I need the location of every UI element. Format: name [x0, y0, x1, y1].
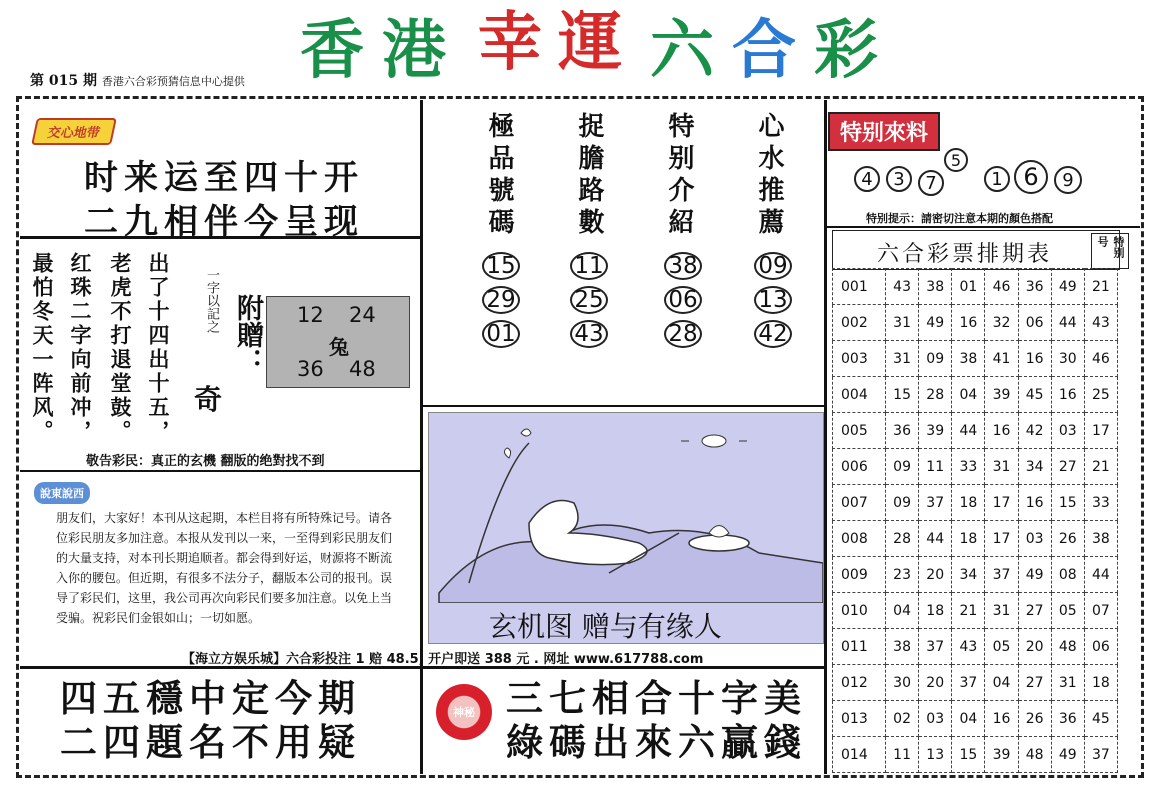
special-number: 7: [918, 170, 944, 196]
number-cell: 48: [1018, 737, 1051, 773]
special-number: 4: [854, 166, 880, 192]
number-cell: 20: [1018, 629, 1051, 665]
table-row: [833, 305, 1118, 341]
page-title: [300, 5, 900, 92]
number-cell: 34: [1018, 449, 1051, 485]
divider-h4: [423, 405, 824, 407]
pick-number: 11: [570, 252, 608, 280]
period-cell: 008: [833, 521, 886, 557]
special-cell: 25: [1084, 377, 1117, 413]
number-cell: 28: [886, 521, 919, 557]
number-cell: 03: [1051, 413, 1084, 449]
gift-label: 附贈：: [232, 294, 263, 375]
ad-banner: 【海立方娱乐城】六合彩投注 1 赔 48.5, 开户即送 388 元 . 网址 www.617788.com: [182, 652, 704, 667]
pick-number: 43: [570, 320, 608, 348]
number-cell: 44: [952, 413, 985, 449]
table-row: [833, 701, 1118, 737]
number-cell: 28: [919, 377, 952, 413]
number-cell: 20: [919, 557, 952, 593]
gift-number: 12: [297, 303, 324, 327]
special-cell: 33: [1084, 485, 1117, 521]
riddle-col-3: 红珠二字向前冲，: [68, 252, 93, 444]
brand-logo: [436, 684, 492, 740]
number-cell: 13: [919, 737, 952, 773]
special-cell: 18: [1084, 665, 1117, 701]
badge-heart-zone: 交心地带: [31, 118, 117, 145]
number-cell: 26: [1051, 521, 1084, 557]
number-cell: 16: [985, 413, 1018, 449]
period-cell: 013: [833, 701, 886, 737]
number-cell: 04: [886, 593, 919, 629]
number-cell: 15: [1051, 485, 1084, 521]
pick-number: 13: [754, 286, 792, 314]
issue-header: [30, 70, 245, 90]
number-cell: 36: [886, 413, 919, 449]
table-row: [833, 341, 1118, 377]
special-number: 9: [1054, 166, 1082, 194]
number-cell: 04: [985, 665, 1018, 701]
number-cell: 16: [1051, 377, 1084, 413]
number-cell: 08: [1051, 557, 1084, 593]
number-cell: 04: [952, 701, 985, 737]
col-title-special: 特别介紹: [664, 112, 694, 240]
period-cell: 005: [833, 413, 886, 449]
number-cell: 15: [952, 737, 985, 773]
special-cell: 43: [1084, 305, 1117, 341]
number-cell: 31: [886, 305, 919, 341]
hint-label: 一字以記之: [204, 268, 219, 333]
table-row: [833, 449, 1118, 485]
table-row: [833, 557, 1118, 593]
period-cell: 010: [833, 593, 886, 629]
title-char: 運: [558, 5, 622, 80]
col-title-best: 極品號碼: [484, 112, 514, 240]
number-cell: 36: [1018, 269, 1051, 305]
number-cell: 39: [985, 737, 1018, 773]
draw-schedule-table: [832, 268, 1118, 773]
number-cell: 38: [952, 341, 985, 377]
number-cell: 18: [919, 593, 952, 629]
number-cell: 16: [985, 701, 1018, 737]
number-cell: 17: [985, 485, 1018, 521]
number-cell: 46: [985, 269, 1018, 305]
riddle-col-2: 老虎不打退堂鼓。: [108, 252, 133, 444]
pick-number: 06: [664, 286, 702, 314]
number-cell: 31: [886, 341, 919, 377]
special-cell: 38: [1084, 521, 1117, 557]
number-cell: 06: [1018, 305, 1051, 341]
table-row: [833, 665, 1118, 701]
number-cell: 21: [952, 593, 985, 629]
number-cell: 44: [1051, 305, 1084, 341]
pick-number: 28: [664, 320, 702, 348]
period-cell: 003: [833, 341, 886, 377]
poem-line-2: 二九相伴今呈现: [84, 202, 364, 242]
gift-number-box: [266, 296, 410, 388]
number-cell: 42: [1018, 413, 1051, 449]
number-cell: 43: [886, 269, 919, 305]
special-cell: 17: [1084, 413, 1117, 449]
special-cell: 07: [1084, 593, 1117, 629]
title-char: 港: [382, 13, 446, 88]
number-cell: 45: [1018, 377, 1051, 413]
number-cell: 09: [919, 341, 952, 377]
period-cell: 007: [833, 485, 886, 521]
draw-table-title: 六合彩票排期表: [877, 242, 1053, 267]
table-row: [833, 629, 1118, 665]
number-cell: 31: [1051, 665, 1084, 701]
gift-number: 36: [297, 357, 324, 381]
number-cell: 03: [919, 701, 952, 737]
pick-number: 09: [754, 252, 792, 280]
number-cell: 16: [1018, 485, 1051, 521]
number-cell: 49: [1051, 269, 1084, 305]
divider-h2: [20, 470, 420, 472]
gift-number: 48: [349, 357, 376, 381]
riddle-col-4: 最怕冬天一阵风。: [30, 252, 55, 444]
number-cell: 39: [985, 377, 1018, 413]
issue-source: 香港六合彩预猜信息中心提供: [101, 75, 245, 88]
pick-number: 25: [570, 286, 608, 314]
title-char: 香: [300, 13, 364, 88]
number-cell: 38: [919, 269, 952, 305]
number-cell: 02: [886, 701, 919, 737]
number-cell: 41: [985, 341, 1018, 377]
number-cell: 05: [1051, 593, 1084, 629]
number-cell: 15: [886, 377, 919, 413]
period-cell: 002: [833, 305, 886, 341]
title-char: 六: [650, 13, 714, 88]
number-cell: 11: [919, 449, 952, 485]
number-cell: 37: [985, 557, 1018, 593]
number-cell: 49: [919, 305, 952, 341]
number-cell: 48: [1051, 629, 1084, 665]
pick-number: 42: [754, 320, 792, 348]
gift-number: 24: [349, 303, 376, 327]
table-row: [833, 521, 1118, 557]
special-number: 1: [984, 166, 1010, 192]
period-cell: 014: [833, 737, 886, 773]
special-cell: 44: [1084, 557, 1117, 593]
brand-logo-text: 神秘: [453, 706, 475, 719]
pick-number: 15: [482, 252, 520, 280]
bottom-poem-mid-1: 三七相合十字美: [506, 676, 807, 720]
table-row: [833, 413, 1118, 449]
number-cell: 36: [1051, 701, 1084, 737]
number-cell: 37: [919, 629, 952, 665]
number-cell: 30: [1051, 341, 1084, 377]
number-cell: 32: [985, 305, 1018, 341]
number-cell: 30: [886, 665, 919, 701]
period-cell: 011: [833, 629, 886, 665]
period-cell: 004: [833, 377, 886, 413]
number-cell: 18: [952, 485, 985, 521]
number-cell: 04: [952, 377, 985, 413]
special-tip: 特别提示：請密切注意本期的顏色搭配: [866, 212, 1053, 225]
number-cell: 49: [1051, 737, 1084, 773]
table-row: [833, 269, 1118, 305]
number-cell: 38: [886, 629, 919, 665]
divider-h5: [827, 226, 1140, 228]
number-cell: 34: [952, 557, 985, 593]
number-cell: 11: [886, 737, 919, 773]
number-cell: 18: [952, 521, 985, 557]
pick-number: 38: [664, 252, 702, 280]
table-row: [833, 377, 1118, 413]
number-cell: 17: [985, 521, 1018, 557]
bottom-poem-left-2: 二四題名不用疑: [60, 720, 361, 764]
period-cell: 006: [833, 449, 886, 485]
number-cell: 43: [952, 629, 985, 665]
number-cell: 27: [1018, 593, 1051, 629]
poem-line-1: 时来运至四十开: [84, 158, 364, 198]
number-cell: 20: [919, 665, 952, 701]
issue-number: 第 015 期: [30, 73, 97, 89]
special-number: 6: [1014, 160, 1048, 194]
title-char: 合: [732, 13, 796, 88]
number-cell: 16: [1018, 341, 1051, 377]
number-cell: 49: [1018, 557, 1051, 593]
number-cell: 27: [1051, 449, 1084, 485]
number-cell: 37: [952, 665, 985, 701]
story-badge: 說東說西: [34, 482, 90, 504]
special-badge: 特别來料: [828, 112, 940, 151]
special-cell: 46: [1084, 341, 1117, 377]
pick-number: 29: [482, 286, 520, 314]
divider-left: [420, 100, 423, 774]
bottom-poem-left-1: 四五穩中定今期: [60, 676, 361, 720]
special-number: 5: [944, 148, 968, 172]
number-cell: 31: [985, 593, 1018, 629]
title-char: 幸: [478, 5, 542, 80]
period-cell: 001: [833, 269, 886, 305]
mystery-picture: [428, 412, 824, 644]
special-col-label: 特别号: [1091, 233, 1129, 269]
table-row: [833, 593, 1118, 629]
number-cell: 16: [952, 305, 985, 341]
divider-right: [824, 100, 827, 774]
period-cell: 012: [833, 665, 886, 701]
special-cell: 21: [1084, 449, 1117, 485]
col-title-recommend: 心水推薦: [754, 112, 784, 240]
number-cell: 23: [886, 557, 919, 593]
picture-caption: 玄机图 赠与有缘人: [489, 610, 722, 643]
number-cell: 09: [886, 485, 919, 521]
number-cell: 09: [886, 449, 919, 485]
hint-answer: 奇: [194, 383, 223, 416]
table-row: [833, 485, 1118, 521]
story-text: 朋友们，大家好！本刊从这起期，本栏目将有所特殊记号。请各位彩民朋友多加注意。本报从发刊以一来，一至得到彩民朋友们的大量支持，对本刊长期追顺者。都会得到好运，财源将不断流入你的腰包。但近期，有很多不法分子，翻版本公司的报刊。误导了彩民们，这里，我公司再次向彩民们要多加注意。以免上当受骗。祝彩民们金银如山；一切如愿。: [56, 511, 393, 625]
number-cell: 31: [985, 449, 1018, 485]
special-cell: 45: [1084, 701, 1117, 737]
number-cell: 33: [952, 449, 985, 485]
number-cell: 27: [1018, 665, 1051, 701]
number-cell: 44: [919, 521, 952, 557]
col-title-sure: 捉膽路數: [574, 112, 604, 240]
number-cell: 37: [919, 485, 952, 521]
title-char: 彩: [814, 13, 878, 88]
special-cell: 37: [1084, 737, 1117, 773]
special-number: 3: [886, 166, 912, 192]
number-cell: 03: [1018, 521, 1051, 557]
special-cell: 21: [1084, 269, 1117, 305]
table-row: [833, 737, 1118, 773]
number-cell: 05: [985, 629, 1018, 665]
number-cell: 39: [919, 413, 952, 449]
draw-table-header: [832, 230, 1125, 270]
number-cell: 01: [952, 269, 985, 305]
sleeping-sage-illustration: [429, 413, 823, 603]
period-cell: 009: [833, 557, 886, 593]
pick-number: 01: [482, 320, 520, 348]
riddle-col-1: 出了十四出十五，: [146, 252, 171, 444]
number-cell: 26: [1018, 701, 1051, 737]
special-cell: 06: [1084, 629, 1117, 665]
bottom-poem-mid-2: 綠碼出來六贏錢: [506, 720, 807, 764]
gift-zodiac: 兔: [329, 335, 349, 359]
notice-text: 敬告彩民：真正的玄機 翻版的绝對找不到: [86, 454, 325, 469]
